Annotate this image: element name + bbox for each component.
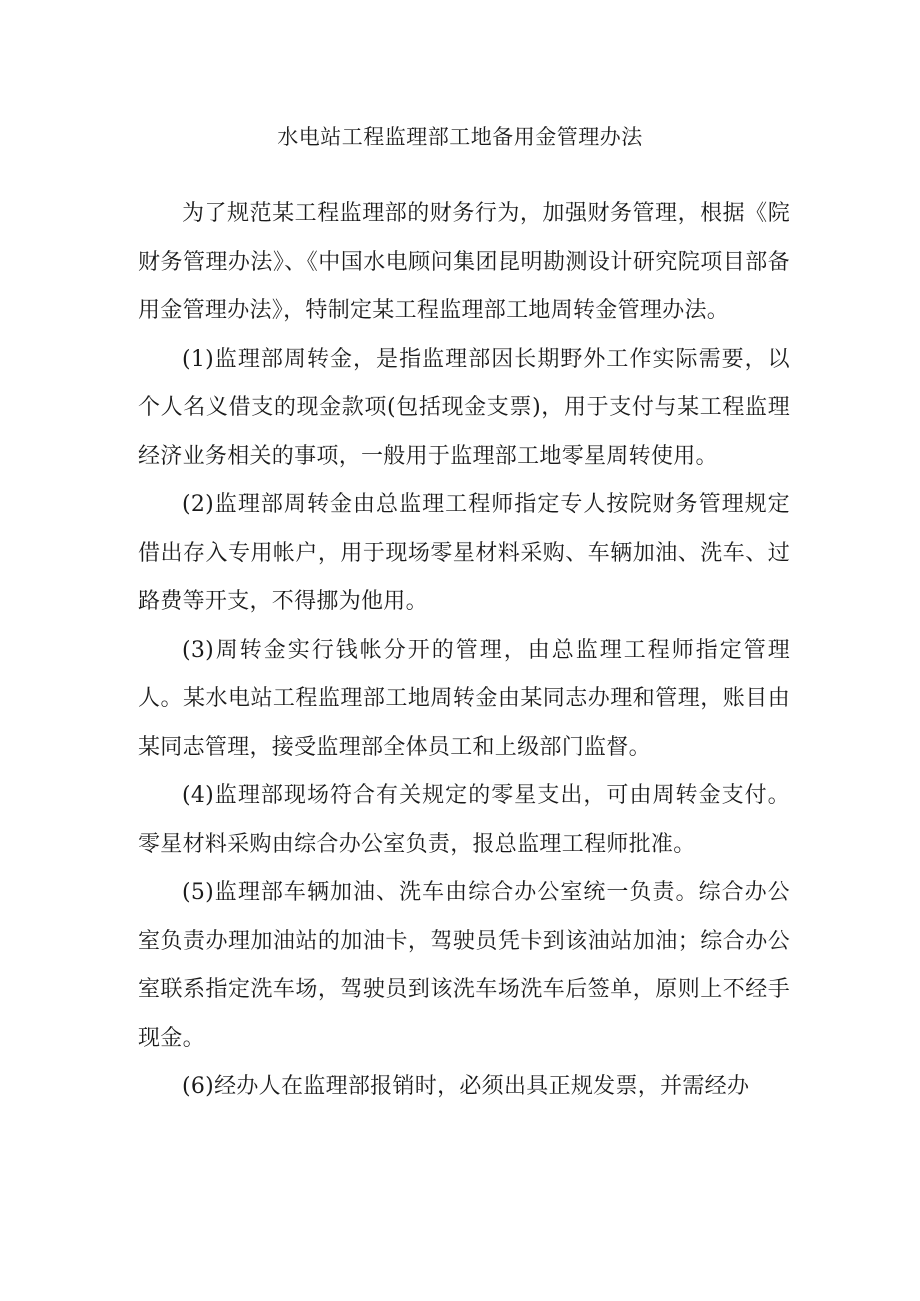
document-title: 水电站工程监理部工地备用金管理办法	[277, 125, 643, 149]
intro-paragraph: 为了规范某工程监理部的财务行为，加强财务管理，根据《院财务管理办法》、《中国水电顾问集团昆明勘测设计研究院项目部备用金管理办法》，特制定某工程监理部工地周转金管理办法。	[138, 201, 790, 323]
clause-6-paragraph: (6)经办人在监理部报销时，必须出具正规发票，并需经办	[182, 1074, 750, 1099]
clause-2-paragraph: (2)监理部周转金由总监理工程师指定专人按院财务管理规定借出存入专用帐户，用于现场零星材料采购、车辆加油、洗车、过路费等开支，不得挪为他用。	[138, 492, 790, 614]
document-body	[138, 190, 790, 1112]
clause-3-paragraph: (3)周转金实行钱帐分开的管理，由总监理工程师指定管理人。某水电站工程监理部工地周转金由某同志办理和管理，账目由某同志管理，接受监理部全体员工和上级部门监督。	[138, 637, 790, 760]
clause-4-paragraph: (4)监理部现场符合有关规定的零星支出，可由周转金支付。零星材料采购由综合办公室负责，报总监理工程师批准。	[138, 783, 790, 857]
clause-1-paragraph: (1)监理部周转金，是指监理部因长期野外工作实际需要，以个人名义借支的现金款项(包括现金支票)，用于支付与某工程监理经济业务相关的事项，一般用于监理部工地零星周转使用。	[138, 346, 790, 469]
clause-5-paragraph: (5)监理部车辆加油、洗车由综合办公室统一负责。综合办公室负责办理加油站的加油卡，驾驶员凭卡到该油站加油；综合办公室联系指定洗车场，驾驶员到该洗车场洗车后签单，原则上不经手现金。	[138, 880, 790, 1051]
